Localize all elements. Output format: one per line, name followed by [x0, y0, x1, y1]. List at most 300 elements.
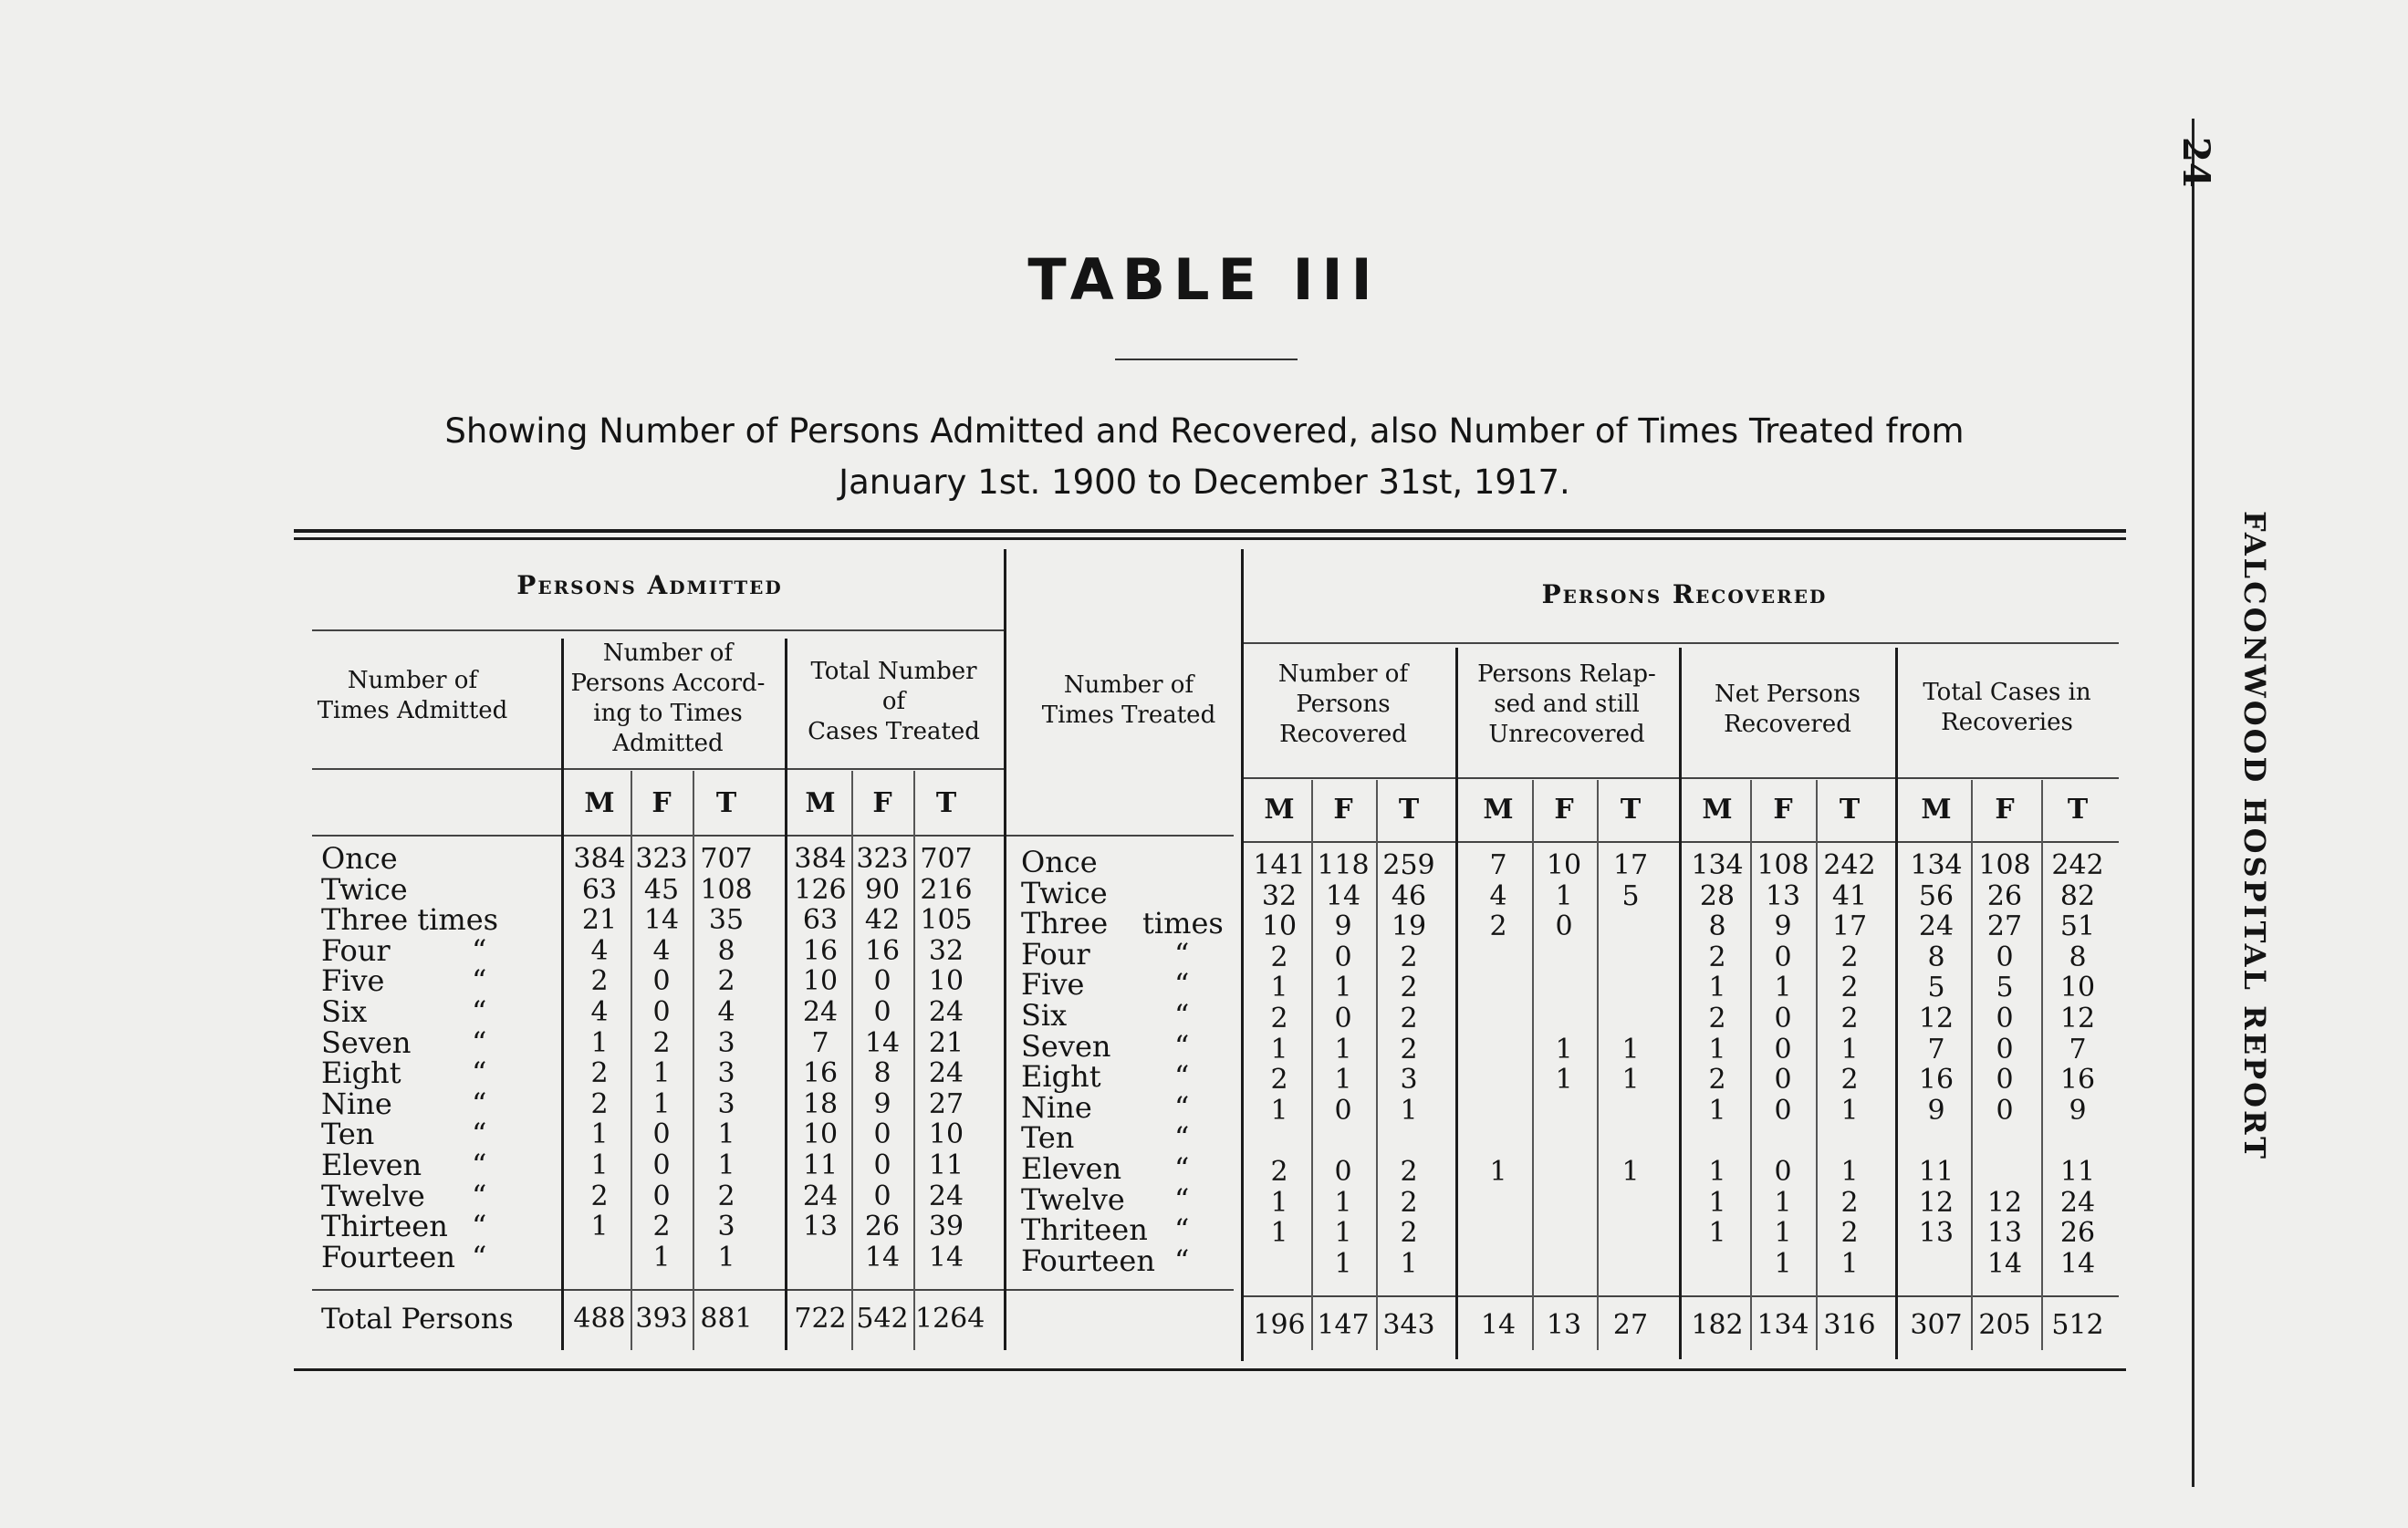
table-cell: 0: [873, 1149, 891, 1181]
ditto-mark: “: [472, 1148, 487, 1182]
table-cell: 1: [1270, 1094, 1288, 1127]
table-cell: 5: [1996, 972, 2014, 1004]
ditto-mark: “: [472, 932, 487, 968]
table-cell: 2: [1270, 1003, 1288, 1034]
table-cell: 11: [928, 1149, 964, 1181]
table-cell: 1: [1400, 1094, 1418, 1127]
table-cell: 28: [1699, 879, 1736, 912]
table-cell: 10: [1546, 849, 1582, 881]
table-cell: 0: [1334, 1156, 1352, 1188]
table-cell: 12: [2059, 1003, 2096, 1034]
table-cell: 1: [1489, 1156, 1507, 1188]
vrule-2: [785, 639, 787, 1350]
table-cell: 707: [920, 843, 973, 875]
table-cell: 17: [1612, 849, 1649, 881]
ditto-mark: “: [472, 994, 487, 1029]
table-cell: 384: [573, 843, 626, 875]
header-line: Number of: [347, 667, 478, 694]
row-label-admitted: Eleven: [321, 1148, 422, 1182]
table-cell: 2: [1400, 1156, 1418, 1188]
table-cell: 5: [1927, 972, 1945, 1004]
bottom-rule: [294, 1368, 2126, 1371]
ditto-mark: “: [1174, 1242, 1190, 1278]
table-cell: 10: [2059, 972, 2096, 1004]
table-cell: 0: [1996, 1003, 2014, 1034]
margin-rule: [2192, 119, 2194, 1487]
table-cell: 2: [1400, 1186, 1418, 1219]
table-cell: 0: [1996, 1033, 2014, 1065]
row-label-treated-suffix: times: [1142, 906, 1224, 941]
total-cell: 488: [573, 1303, 626, 1335]
table-cell: 14: [928, 1241, 964, 1273]
header-line: of: [881, 688, 906, 715]
subcolumn-rule: [1597, 780, 1599, 1350]
table-cell: 1: [1840, 1247, 1859, 1280]
total-cell: 316: [1823, 1309, 1876, 1341]
table-cell: 2: [1840, 972, 1859, 1004]
table-cell: 7: [1489, 849, 1507, 881]
table-cell: 0: [1555, 910, 1573, 943]
table-cell: 0: [1996, 1064, 2014, 1097]
table-cell: 13: [1986, 1217, 2023, 1250]
table-cell: 1: [1555, 879, 1573, 912]
table-cell: 13: [1918, 1217, 1955, 1250]
table-cell: 9: [2069, 1094, 2087, 1127]
ditto-mark: “: [1174, 1059, 1190, 1095]
ditto-mark: “: [1174, 1212, 1190, 1248]
row-label-treated: Four: [1021, 936, 1090, 972]
table-cell: 14: [1986, 1247, 2023, 1280]
table-cell: 0: [652, 1118, 671, 1151]
table-cell: 46: [1391, 879, 1427, 912]
header-persons-recovered: [1247, 660, 1439, 750]
table-cell: 1: [1621, 1064, 1640, 1097]
total-cell: 14: [1480, 1309, 1517, 1341]
row-label-admitted: Ten: [321, 1117, 375, 1152]
table-cell: 0: [873, 996, 891, 1028]
mft-header-f: F: [1333, 794, 1353, 826]
table-cell: 16: [1918, 1064, 1955, 1097]
subtitle-line-2: January 1st. 1900 to December 31st, 1917.: [839, 463, 1570, 502]
table-cell: 8: [1927, 941, 1945, 973]
table-cell: 0: [652, 965, 671, 998]
header-line: Times Admitted: [317, 697, 508, 724]
table-cell: 0: [1996, 941, 2014, 973]
table-cell: 2: [717, 1180, 735, 1212]
table-cell: 63: [581, 873, 618, 906]
header-line: Total Number: [810, 658, 977, 685]
table-cell: 0: [1774, 1064, 1792, 1097]
table-cell: 4: [652, 934, 671, 967]
table-cell: 323: [856, 843, 909, 875]
table-cell: 16: [2059, 1064, 2096, 1097]
ditto-mark: “: [1174, 1028, 1190, 1064]
table-cell: 1: [1774, 1247, 1792, 1280]
table-cell: 1: [1334, 1247, 1352, 1280]
table-cell: 216: [920, 873, 973, 906]
table-cell: 105: [920, 904, 973, 937]
table-cell: 12: [1918, 1186, 1955, 1219]
table-cell: 63: [802, 904, 839, 937]
table-cell: 1: [1270, 1033, 1288, 1065]
table-cell: 9: [1927, 1094, 1945, 1127]
table-cell: 9: [1774, 910, 1792, 943]
table-cell: 82: [2059, 879, 2096, 912]
table-cell: 2: [1840, 1217, 1859, 1250]
table-cell: 2: [590, 1087, 609, 1120]
mft-rule-left: [312, 835, 1234, 837]
table-cell: 1: [652, 1241, 671, 1273]
header-line: Unrecovered: [1488, 721, 1645, 748]
admitted-section-rule: [312, 629, 1006, 631]
table-cell: 14: [1325, 879, 1361, 912]
table-cell: 8: [2069, 941, 2087, 973]
table-cell: 90: [864, 873, 901, 906]
table-cell: 134: [1910, 849, 1963, 881]
table-cell: 11: [1918, 1156, 1955, 1188]
table-cell: 4: [1489, 879, 1507, 912]
table-cell: 19: [1391, 910, 1427, 943]
table-cell: 0: [1774, 941, 1792, 973]
table-cell: 27: [928, 1087, 964, 1120]
vrule-3: [1004, 549, 1006, 1350]
table-cell: 384: [794, 843, 847, 875]
table-cell: 5: [1621, 879, 1640, 912]
row-label-admitted: Five: [321, 963, 385, 999]
table-cell: 12: [1986, 1186, 2023, 1219]
mft-header-t: T: [715, 787, 737, 819]
row-label-admitted: Six: [321, 994, 368, 1029]
table-cell: 141: [1253, 849, 1306, 881]
table-cell: 18: [802, 1087, 839, 1120]
table-cell: 242: [2051, 849, 2104, 881]
header-total-recoveries: [1900, 678, 2114, 738]
subcolumn-rule: [1816, 780, 1818, 1350]
table-cell: 7: [1927, 1033, 1945, 1065]
page-number: 24: [2174, 137, 2217, 188]
table-cell: 10: [1261, 910, 1298, 943]
row-label-treated: Six: [1021, 998, 1068, 1033]
table-cell: 2: [652, 1026, 671, 1059]
table-cell: 2: [1840, 1186, 1859, 1219]
total-persons-label: Total Persons: [321, 1303, 514, 1336]
mft-header-t: T: [935, 787, 957, 819]
table-cell: 1: [1555, 1033, 1573, 1065]
table-cell: 1: [1270, 972, 1288, 1004]
table-cell: 3: [717, 1211, 735, 1243]
header-line: Recoveries: [1941, 709, 2073, 736]
table-cell: 13: [802, 1211, 839, 1243]
ditto-mark: “: [472, 1024, 487, 1060]
header-line: Cases Treated: [808, 718, 980, 745]
ditto-mark: “: [472, 1239, 487, 1274]
subtitle-line-1: Showing Number of Persons Admitted and Recovered, also Number of Times Treated from: [444, 411, 1965, 451]
mft-header-t: T: [1620, 794, 1642, 826]
total-cell: 205: [1978, 1309, 2031, 1341]
ditto-mark: “: [1174, 1120, 1190, 1156]
table-cell: 17: [1831, 910, 1868, 943]
header-line: ing to Times: [593, 700, 743, 727]
ditto-mark: “: [1174, 998, 1190, 1033]
table-cell: 9: [873, 1087, 891, 1120]
header-line: Number of: [602, 639, 734, 667]
table-cell: 2: [1400, 1217, 1418, 1250]
table-title: TABLE III: [1027, 246, 1381, 313]
row-label-admitted: Thirteen: [321, 1209, 448, 1244]
ditto-mark: “: [472, 1086, 487, 1121]
table-cell: 12: [1918, 1003, 1955, 1034]
table-cell: 2: [1489, 910, 1507, 943]
vrule-5: [1455, 648, 1458, 1359]
vrule-7: [1895, 648, 1898, 1359]
header-times-treated: [1015, 670, 1243, 731]
table-cell: 1: [590, 1026, 609, 1059]
mft-header-m: M: [1702, 794, 1733, 826]
table-cell: 14: [864, 1026, 901, 1059]
row-label-treated: Once: [1021, 845, 1098, 879]
table-cell: 1: [1840, 1156, 1859, 1188]
running-head: FALCONWOOD HOSPITAL REPORT: [2237, 511, 2272, 1161]
table-cell: 21: [928, 1026, 964, 1059]
row-label-treated: Nine: [1021, 1089, 1092, 1125]
total-cell: 13: [1546, 1309, 1582, 1341]
header-net-recovered: [1683, 680, 1892, 740]
table-cell: 2: [1840, 1064, 1859, 1097]
table-cell: 24: [2059, 1186, 2096, 1219]
table-cell: 10: [802, 1118, 839, 1151]
table-cell: 323: [635, 843, 688, 875]
table-cell: 14: [643, 904, 680, 937]
total-cell: 196: [1253, 1309, 1306, 1341]
table-cell: 0: [1774, 1033, 1792, 1065]
table-cell: 1: [1774, 972, 1792, 1004]
table-cell: 1: [717, 1149, 735, 1181]
table-cell: 126: [794, 873, 847, 906]
table-cell: 0: [873, 1180, 891, 1212]
row-label-treated: Five: [1021, 967, 1085, 1003]
table-cell: 0: [652, 996, 671, 1028]
total-cell: 27: [1612, 1309, 1649, 1341]
table-cell: 10: [928, 965, 964, 998]
table-cell: 3: [1400, 1064, 1418, 1097]
mft-header-f: F: [872, 787, 892, 819]
table-cell: 4: [717, 996, 735, 1028]
ditto-mark: “: [1174, 1181, 1190, 1217]
table-cell: 1: [1708, 1094, 1726, 1127]
table-cell: 0: [1774, 1003, 1792, 1034]
table-cell: 56: [1918, 879, 1955, 912]
table-cell: 16: [864, 934, 901, 967]
table-cell: 26: [864, 1211, 901, 1243]
table-cell: 1: [1708, 1186, 1726, 1219]
row-label-admitted: Three times: [321, 902, 499, 938]
table-cell: 707: [700, 843, 753, 875]
header-relapsed: [1462, 660, 1672, 750]
row-label-admitted: Twelve: [321, 1178, 425, 1213]
table-cell: 11: [2059, 1156, 2096, 1188]
row-label-treated: Ten: [1021, 1120, 1075, 1156]
total-cell: 343: [1382, 1309, 1435, 1341]
recovered-section-rule: [1243, 642, 2119, 644]
top-rule: [294, 529, 2126, 533]
ditto-mark: “: [472, 1055, 487, 1091]
header-persons-by-times: [563, 639, 773, 759]
row-label-treated: Eight: [1021, 1059, 1101, 1095]
row-label-treated: Eleven: [1021, 1151, 1122, 1186]
total-cell: 393: [635, 1303, 688, 1335]
table-cell: 2: [717, 965, 735, 998]
table-cell: 1: [1334, 1217, 1352, 1250]
table-cell: 2: [1270, 1064, 1288, 1097]
vrule-4: [1241, 549, 1244, 1361]
mft-header-m: M: [584, 787, 615, 819]
table-cell: 4: [590, 934, 609, 967]
table-cell: 1: [1708, 1217, 1726, 1250]
row-label-admitted: Fourteen: [321, 1239, 455, 1274]
table-cell: 4: [590, 996, 609, 1028]
table-cell: 108: [1978, 849, 2031, 881]
header-line: Net Persons: [1714, 681, 1861, 708]
header-line: Persons Relap-: [1477, 660, 1656, 688]
row-label-treated: Twelve: [1021, 1181, 1125, 1217]
table-cell: 21: [581, 904, 618, 937]
table-cell: 2: [1840, 1003, 1859, 1034]
table-cell: 24: [928, 1180, 964, 1212]
ditto-mark: “: [472, 963, 487, 999]
row-label-admitted: Once: [321, 841, 398, 876]
mft-header-t: T: [1839, 794, 1861, 826]
mft-header-f: F: [1554, 794, 1574, 826]
table-cell: 1: [1334, 972, 1352, 1004]
table-cell: 16: [802, 934, 839, 967]
total-cell: 307: [1910, 1309, 1963, 1341]
table-cell: 3: [717, 1026, 735, 1059]
table-cell: 134: [1691, 849, 1744, 881]
table-cell: 1: [1708, 972, 1726, 1004]
table-cell: 1: [1270, 1186, 1288, 1219]
ditto-mark: “: [472, 1178, 487, 1213]
table-cell: 0: [873, 965, 891, 998]
table-cell: 2: [1400, 941, 1418, 973]
table-cell: 24: [802, 996, 839, 1028]
table-cell: 2: [1708, 941, 1726, 973]
table-cell: 1: [652, 1057, 671, 1090]
table-cell: 2: [1840, 941, 1859, 973]
table-cell: 1: [1774, 1217, 1792, 1250]
table-cell: 1: [1708, 1033, 1726, 1065]
table-cell: 2: [1400, 1033, 1418, 1065]
table-cell: 10: [802, 965, 839, 998]
ditto-mark: “: [1174, 1151, 1190, 1186]
subcolumn-rule: [693, 771, 694, 1350]
table-cell: 1: [1840, 1094, 1859, 1127]
table-cell: 9: [1334, 910, 1352, 943]
table-cell: 10: [928, 1118, 964, 1151]
mft-header-t: T: [1398, 794, 1420, 826]
ditto-mark: “: [1174, 1089, 1190, 1125]
row-label-treated: Seven: [1021, 1028, 1111, 1064]
table-cell: 1: [1334, 1064, 1352, 1097]
total-cell: 722: [794, 1303, 847, 1335]
header-rule-left: [312, 768, 1006, 770]
table-cell: 1: [1840, 1033, 1859, 1065]
table-cell: 1: [590, 1149, 609, 1181]
table-cell: 14: [864, 1241, 901, 1273]
table-cell: 1: [1774, 1186, 1792, 1219]
ditto-mark: “: [1174, 967, 1190, 1003]
title-rule: [1115, 359, 1298, 360]
table-cell: 42: [864, 904, 901, 937]
header-line: Number of: [1277, 660, 1409, 688]
table-cell: 259: [1382, 849, 1435, 881]
table-cell: 8: [873, 1057, 891, 1090]
table-cell: 1: [590, 1211, 609, 1243]
mft-header-m: M: [1264, 794, 1295, 826]
table-cell: 41: [1831, 879, 1868, 912]
table-cell: 1: [1334, 1033, 1352, 1065]
table-cell: 2: [1400, 1003, 1418, 1034]
table-cell: 0: [652, 1180, 671, 1212]
header-line: Admitted: [612, 730, 724, 757]
table-cell: 24: [1918, 910, 1955, 943]
total-cell: 512: [2051, 1309, 2104, 1341]
table-cell: 24: [928, 1057, 964, 1090]
table-cell: 1: [590, 1118, 609, 1151]
table-cell: 3: [717, 1087, 735, 1120]
table-cell: 45: [643, 873, 680, 906]
table-cell: 2: [1400, 972, 1418, 1004]
header-line: sed and still: [1494, 691, 1640, 718]
section-persons-admitted: Persons Admitted: [516, 570, 783, 600]
table-cell: 1: [652, 1087, 671, 1120]
statistics-table: [294, 529, 2126, 1387]
table-cell: 2: [590, 1180, 609, 1212]
table-cell: 1: [1708, 1156, 1726, 1188]
table-cell: 8: [717, 934, 735, 967]
table-cell: 27: [1986, 910, 2023, 943]
header-line: Persons: [1296, 691, 1391, 718]
ditto-mark: “: [472, 1117, 487, 1152]
table-cell: 1: [1400, 1247, 1418, 1280]
total-cell: 881: [700, 1303, 753, 1335]
top-rule-2: [294, 537, 2126, 540]
table-cell: 26: [1986, 879, 2023, 912]
table-cell: 2: [1270, 1156, 1288, 1188]
table-cell: 1: [1270, 1217, 1288, 1250]
table-cell: 1: [717, 1241, 735, 1273]
table-cell: 0: [652, 1149, 671, 1181]
row-label-treated: Twice: [1021, 875, 1108, 910]
row-label-admitted: Four: [321, 932, 391, 968]
table-cell: 32: [928, 934, 964, 967]
table-cell: 1: [717, 1118, 735, 1151]
table-cell: 108: [1756, 849, 1809, 881]
table-subtitle: [301, 406, 2108, 508]
table-cell: 26: [2059, 1217, 2096, 1250]
table-cell: 1: [1334, 1186, 1352, 1219]
ditto-mark: “: [1174, 936, 1190, 972]
header-line: Number of: [1063, 671, 1194, 699]
table-cell: 13: [1765, 879, 1801, 912]
table-cell: 39: [928, 1211, 964, 1243]
table-cell: 0: [1334, 941, 1352, 973]
section-persons-recovered: Persons Recovered: [1541, 579, 1828, 609]
row-label-admitted: Eight: [321, 1055, 401, 1091]
table-cell: 0: [1334, 1094, 1352, 1127]
row-label-treated: Fourteen: [1021, 1242, 1155, 1278]
ditto-mark: “: [472, 1209, 487, 1244]
total-cell: 1264: [915, 1303, 985, 1335]
